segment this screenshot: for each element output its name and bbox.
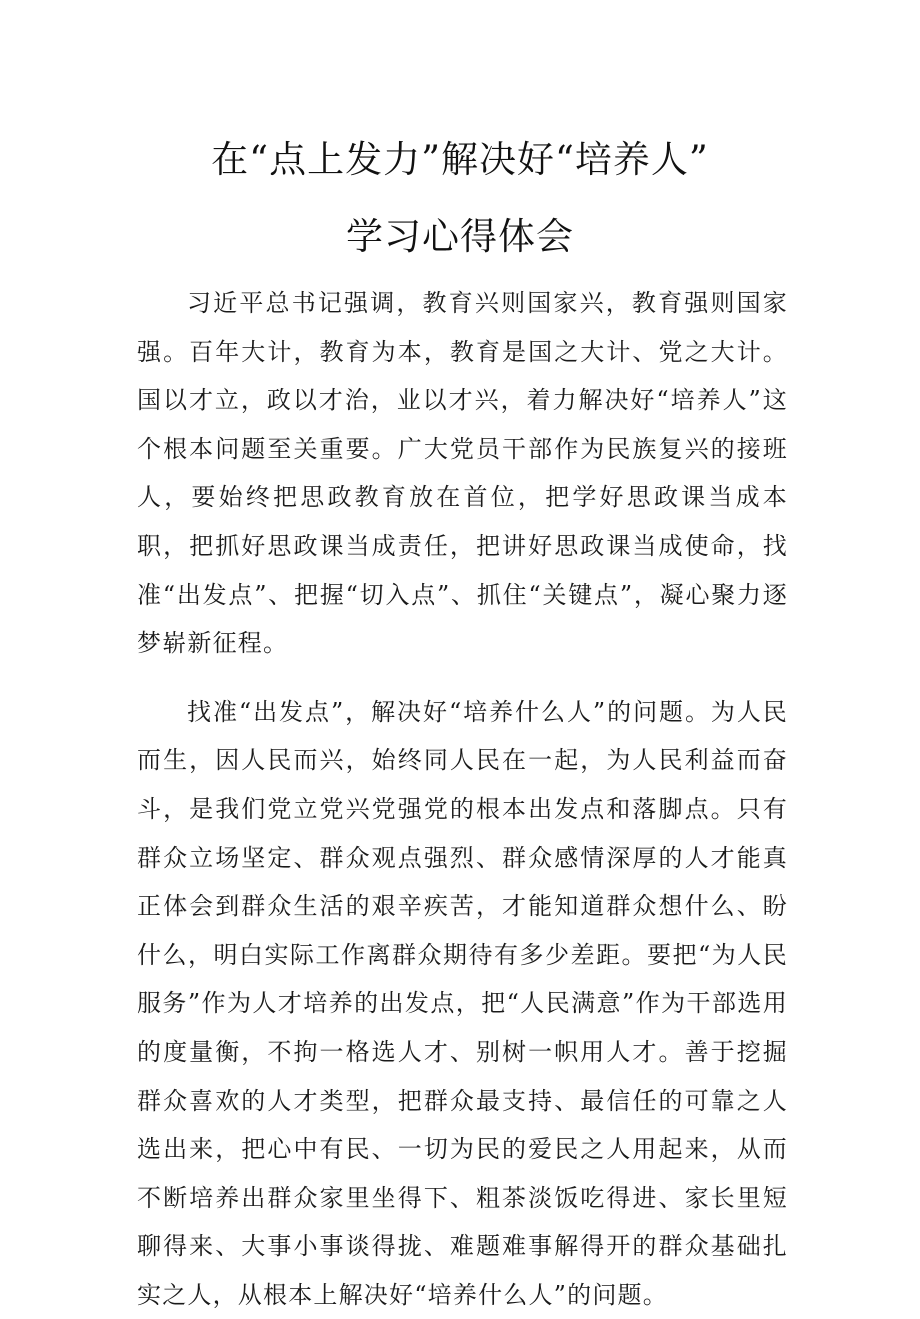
paragraph-intro: 习近平总书记强调，教育兴则国家兴，教育强则国家强。百年大计，教育为本，教育是国之大计、党之大计。国以才立，政以才治，业以才兴，着力解决好“培养人”这个根本问题至关重要。广大党员干部作为民族复兴的接班人，要始终把思政教育放在首位，把学好思政课当成本职，把抓好思政课当成责任，把讲好思政课当成使命，找准“出发点”、把握“切入点”、抓住“关键点”，凝心聚力逐梦崭新征程。: [137, 289, 788, 658]
document-body: [137, 279, 788, 1319]
document-title-line-2: 学习心得体会: [346, 215, 574, 258]
document-title-line-1: 在“点上发力”解决好“培养人”: [211, 138, 709, 181]
paragraph-starting-point: 找准“出发点”，解决好“培养什么人”的问题。为人民而生，因人民而兴，始终同人民在一起，为人民利益而奋斗，是我们党立党兴党强党的根本出发点和落脚点。只有群众立场坚定、群众观点强烈、群众感情深厚的人才能真正体会到群众生活的艰辛疾苦，才能知道群众想什么、盼什么，明白实际工作离群众期待有多少差距。要把“为人民服务”作为人才培养的出发点，把“人民满意”作为干部选用的度量衡，不拘一格选人才、别树一帜用人才。善于挖掘群众喜欢的人才类型，把群众最支持、最信任的可靠之人选出来，把心中有民、一切为民的爱民之人用起来，从而不断培养出群众家里坐得下、粗茶淡饭吃得进、家长里短聊得来、大事小事谈得拢、难题难事解得开的群众基础扎实之人，从根本上解决好“培养什么人”的问题。: [137, 697, 788, 1309]
